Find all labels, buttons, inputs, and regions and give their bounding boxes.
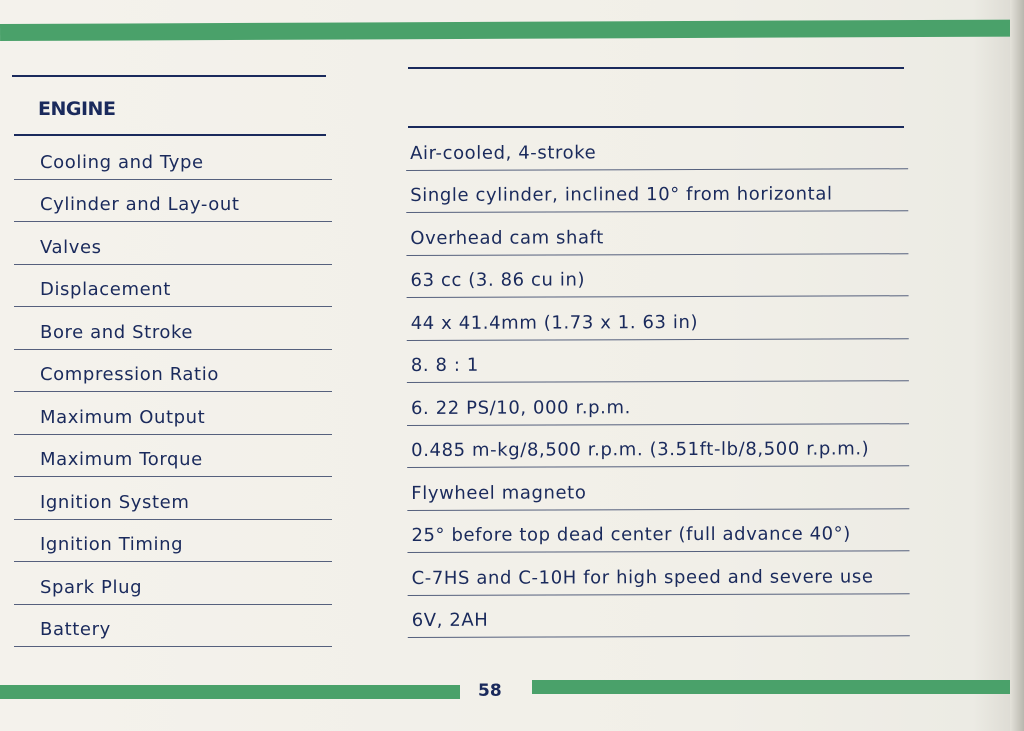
spec-label-row [14,435,332,478]
spec-value-row [407,551,909,595]
spec-value-row [406,126,908,170]
spec-label-row [14,180,332,223]
spec-label: Compression Ratio [40,364,219,385]
spec-value-row [406,211,908,255]
spec-label-row [14,477,332,520]
spec-value-row [407,424,909,468]
spec-value: 63 cc (3. 86 cu in) [410,269,586,291]
spec-label: Displacement [40,279,171,300]
spec-label: Maximum Torque [40,449,203,470]
right-top-rule [408,67,904,69]
spec-value-row [407,381,909,425]
spec-label-row [14,222,332,265]
spec-value: C-7HS and C-10H for high speed and severe use [411,565,874,589]
bottom-green-band-right [532,680,1018,694]
spec-value-row [407,296,909,340]
spec-value-row [407,509,909,553]
spec-value-row [408,594,910,638]
spec-label-row [14,562,332,605]
spec-label-row [14,392,332,435]
spec-value: Overhead cam shaft [410,226,604,249]
top-green-band [0,20,1016,41]
spec-label: Valves [40,236,102,258]
binding-shadow [1010,0,1024,731]
spec-value: 25° before top dead center (full advance 40°) [411,523,851,546]
spec-label: Cooling and Type [40,151,204,173]
spec-label-row [14,265,332,308]
spec-value: 44 x 41.4mm (1.73 x 1. 63 in) [410,311,699,334]
spec-value-row [406,254,908,298]
spec-label-row [14,350,332,393]
page-number: 58 [478,681,502,701]
left-header-rule [14,134,326,136]
spec-value: 8. 8 : 1 [410,354,479,376]
spec-value: 0.485 m-kg/8,500 r.p.m. (3.51ft-lb/8,500 r.p.m.) [411,438,870,461]
section-heading: ENGINE [38,98,116,120]
spec-label: Cylinder and Lay-out [40,194,240,215]
spec-label: Ignition Timing [40,534,184,555]
spec-label: Spark Plug [40,576,143,598]
spec-label: Ignition System [40,491,190,513]
spec-value: 6V, 2AH [411,609,489,631]
spec-value: Flywheel magneto [411,481,587,504]
spec-value: 6. 22 PS/10, 000 r.p.m. [410,396,631,419]
spec-label-row [14,605,332,648]
spec-label: Bore and Stroke [40,321,194,343]
spec-value-row [407,466,909,510]
spec-values-column [406,126,910,638]
spec-value-row [406,169,908,213]
spec-label-row [14,307,332,350]
spec-label: Maximum Output [40,406,206,428]
spec-label-row [14,520,332,563]
spec-value-row [407,339,909,383]
bottom-green-band-left [0,685,460,699]
spec-label: Battery [40,619,111,640]
spec-value: Air-cooled, 4-stroke [410,141,597,164]
spec-labels-column [14,137,332,647]
left-top-rule [12,75,326,77]
spec-value: Single cylinder, inclined 10° from horizontal [410,183,833,206]
spec-label-row [14,137,332,180]
